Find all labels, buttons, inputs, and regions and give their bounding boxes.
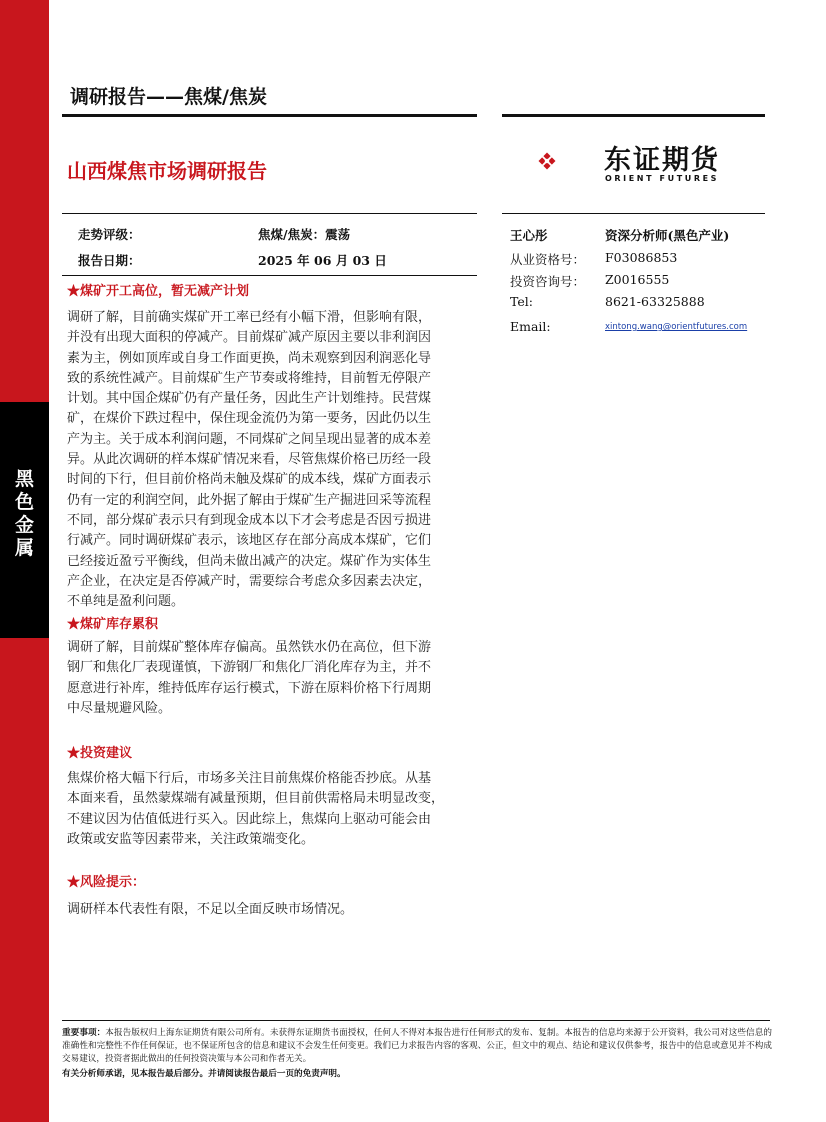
info-bottom-rule bbox=[62, 275, 477, 276]
disclaimer bbox=[62, 1027, 772, 1066]
text-line: 仍有一定的利润空间，此外据了解由于煤矿生产掘进回采等流程 bbox=[67, 492, 432, 508]
text-line: 致的系统性减产。目前煤矿生产节奏或将维持，目前暂无停限产 bbox=[67, 370, 432, 386]
text-line: 调研了解，目前确实煤矿开工率已经有小幅下滑，但影响有限， bbox=[67, 310, 432, 325]
analyst-name: 王心彤 bbox=[510, 228, 548, 243]
section-heading: ★煤矿开工高位，暂无减产计划 bbox=[67, 284, 250, 299]
text-line: 本面来看，虽然蒙煤端有减量预期，但目前供需格局未明显改变， bbox=[67, 791, 445, 807]
text-line: 不单纯是盈利问题。 bbox=[67, 594, 185, 610]
date-label: 报告日期： bbox=[78, 253, 141, 268]
analyst-role: 资深分析师(黑色产业) bbox=[605, 228, 730, 243]
sector-label bbox=[0, 468, 49, 560]
consult-value: Z0016555 bbox=[605, 272, 670, 287]
section-body bbox=[67, 308, 477, 612]
orient-futures-logo-icon bbox=[538, 135, 598, 187]
text-line: 调研了解，目前煤矿整体库存偏高。虽然铁水仍在高位，但下游 bbox=[67, 640, 432, 655]
tel-label: Tel: bbox=[510, 294, 533, 309]
text-line: 钢厂和焦化厂表现谨慎，下游钢厂和焦化厂消化库存为主，并不 bbox=[67, 660, 432, 676]
section-heading: ★风险提示： bbox=[67, 875, 146, 890]
logo-text-en: ORIENT FUTURES bbox=[605, 174, 720, 183]
tel-value: 8621-63325888 bbox=[605, 294, 705, 309]
text-line: 产企业，在决定是否停减产时，需要综合考虑众多因素去决定， bbox=[67, 573, 432, 589]
text-line: 计划。其中国企煤矿仍有产量任务，因此生产计划维持。民营煤 bbox=[67, 391, 432, 407]
trend-label: 走势评级： bbox=[78, 227, 141, 242]
consult-label: 投资咨询号： bbox=[510, 274, 586, 289]
text-line: 产为主。关于成本利润问题，不同煤矿之间呈现出显著的成本差 bbox=[67, 431, 432, 447]
section-heading: ★煤矿库存累积 bbox=[67, 617, 159, 632]
text-line: 异。从此次调研的样本煤矿情况来看，尽管焦煤价格已历经一段 bbox=[67, 452, 432, 468]
header-rule bbox=[502, 114, 765, 117]
text-line: 素为主，例如顶库或自身工作面更换，尚未观察到因利润恶化导 bbox=[67, 350, 432, 366]
text-line: 并没有出现大面积的停减产。目前煤矿减产原因主要以非利润因 bbox=[67, 330, 432, 346]
text-line: 已经接近盈亏平衡线，但尚未做出减产的决定。煤矿作为实体生 bbox=[67, 553, 432, 569]
disclaimer-text: 本报告版权归上海东证期货有限公司所有。未获得东证期货书面授权，任何人不得对本报告进行任何形式的发布、复制。本报告的信息均来源于公开资料，我公司对这些信息的准确性和完整性不作任何保证，也不保证所包含的信息和建议不会发生任何变更。我们已力求报告内容的客观、公正，但文中的观点、结论和建议仅供参考，报告中的信息或意见并不构成交易建议，投资者据此做出的任何投资决策与本公司和作者无关。 bbox=[62, 1028, 772, 1064]
text-line: 不同，部分煤矿表示只有到现金成本以下才会考虑是否因亏损进 bbox=[67, 512, 432, 528]
logo-text-cn: 东证期货 bbox=[604, 145, 720, 176]
qual-value: F03086853 bbox=[605, 250, 678, 265]
text-line: 愿意进行补库，维持低库存运行模式，下游在原料价格下行周期 bbox=[67, 680, 432, 696]
info-rule bbox=[62, 213, 477, 214]
header-rule bbox=[62, 114, 477, 117]
email-label: Email: bbox=[510, 319, 551, 334]
qual-label: 从业资格号： bbox=[510, 252, 586, 267]
section-heading: ★投资建议 bbox=[67, 746, 133, 761]
text-line: 调研样本代表性有限，不足以全面反映市场情况。 bbox=[67, 902, 354, 917]
text-line: 中尽量规避风险。 bbox=[67, 700, 172, 716]
email-link[interactable]: xintong.wang@orientfutures.com bbox=[605, 322, 748, 332]
page-title: 山西煤焦市场调研报告 bbox=[67, 159, 267, 183]
section-body bbox=[67, 900, 477, 920]
section-body bbox=[67, 769, 477, 850]
text-line: 时间的下行，但目前价格尚未触及煤矿的成本线，煤矿方面表示 bbox=[67, 472, 432, 488]
trend-value: 焦煤/焦炭：震荡 bbox=[258, 227, 351, 242]
text-line: 政策或安监等因素带来，关注政策端变化。 bbox=[67, 831, 315, 847]
analyst-commitment-note: 有关分析师承诺，见本报告最后部分。并请阅读报告最后一页的免责声明。 bbox=[62, 1069, 346, 1079]
sector-char: 色 bbox=[14, 491, 34, 513]
sector-char: 属 bbox=[14, 537, 34, 559]
text-line: 行减产。同时调研煤矿表示，该地区存在部分高成本煤矿，它们 bbox=[67, 533, 432, 549]
text-line: 不建议因为估值低进行买入。因此综上，焦煤向上驱动可能会由 bbox=[67, 811, 432, 827]
sector-char: 黑 bbox=[14, 468, 34, 490]
sector-char: 金 bbox=[14, 514, 34, 536]
report-type: 调研报告——焦煤/焦炭 bbox=[70, 86, 267, 108]
section-body bbox=[67, 638, 477, 719]
footer-rule bbox=[62, 1020, 770, 1021]
date-value: 2025 年 06 月 03 日 bbox=[258, 253, 387, 268]
text-line: 焦煤价格大幅下行后，市场多关注目前焦煤价格能否抄底。从基 bbox=[67, 771, 432, 786]
info-rule bbox=[502, 213, 765, 214]
text-line: 矿，在煤价下跌过程中，保住现金流仍为第一要务，因此仍以生 bbox=[67, 411, 432, 427]
disclaimer-label: 重要事项： bbox=[62, 1028, 106, 1038]
